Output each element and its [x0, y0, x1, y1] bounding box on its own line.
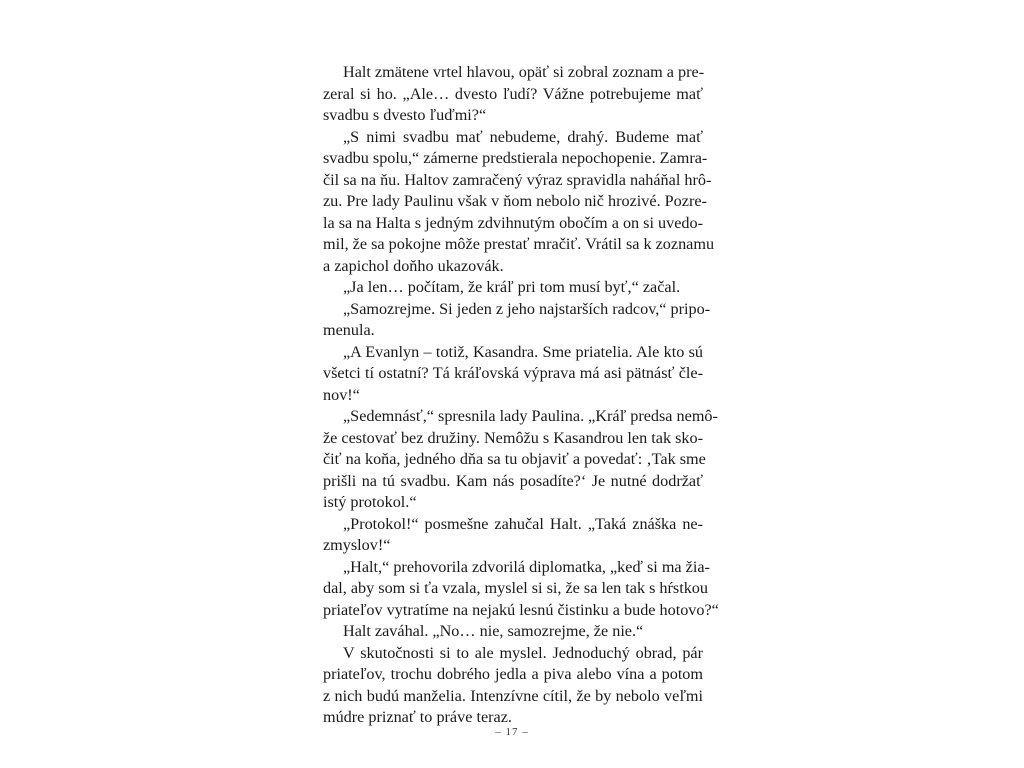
- text-line: priateľov, trochu dobrého jedla a piva alebo vína a potom: [323, 665, 703, 683]
- text-line: zmyslov!“: [323, 536, 391, 554]
- text-line: že cestovať bez družiny. Nemôžu s Kasandrou len tak sko-: [323, 428, 703, 447]
- text-line: „A Evanlyn – totiž, Kasandra. Sme priatelia. Ale kto sú: [343, 342, 703, 361]
- text-line: čiť na koňa, jedného dňa sa tu objaviť a povedať: ‚Tak sme: [323, 450, 706, 468]
- text-line: menula.: [323, 321, 375, 339]
- text-line: „S nimi svadbu mať nebudeme, drahý. Budeme mať: [343, 127, 703, 146]
- text-line: múdre priznať to práve teraz.: [323, 708, 512, 726]
- text-line: všetci tí ostatní? Tá kráľovská výprava má asi pätnásť čle-: [323, 364, 703, 382]
- text-line: čil sa na ňu. Haltov zamračený výraz spravidla naháňal hrô-: [323, 170, 712, 189]
- text-line: „Sedemnásť,“ spresnila lady Paulina. „Kráľ predsa nemô-: [343, 407, 718, 425]
- text-line: Halt zaváhal. „No… nie, samozrejme, že nie.“: [343, 622, 644, 640]
- text-line: istý protokol.“: [323, 493, 417, 511]
- text-line: la sa na Halta s jedným zdvihnutým obočím a on si uvedo-: [323, 213, 703, 232]
- text-line: „Protokol!“ posmešne zahučal Halt. „Taká znáška ne-: [343, 514, 703, 533]
- page-number: – 17 –: [495, 726, 529, 738]
- text-line: Halt zmätene vrtel hlavou, opäť si zobral zoznam a pre-: [343, 63, 705, 81]
- text-line: „Ja len… počítam, že kráľ pri tom musí byť,“ začal.: [343, 278, 681, 296]
- text-line: „Samozrejme. Si jeden z jeho najstarších radcov,“ pripo-: [343, 299, 711, 318]
- text-line: nov!“: [323, 385, 360, 404]
- text-line: zu. Pre lady Paulinu však v ňom nebolo nič hrozivé. Pozre-: [323, 192, 707, 210]
- body-text: [323, 62, 719, 729]
- text-line: z nich budú manželia. Intenzívne cítil, že by nebolo veľmi: [323, 686, 703, 705]
- text-line: svadbu spolu,“ zámerne predstierala nepochopenie. Zamra-: [323, 149, 708, 167]
- text-line: V skutočnosti si to ale myslel. Jednoduchý obrad, pár: [343, 643, 703, 662]
- text-line: priateľov vytratíme na nejakú lesnú čistinku a bude hotovo?“: [323, 600, 719, 619]
- text-line: prišli na tú svadbu. Kam nás posadíte?‘ Je nutné dodržať: [323, 471, 703, 490]
- text-line: dal, aby som si ťa vzala, myslel si si, že sa len tak s hŕstkou: [323, 579, 708, 597]
- text-line: mil, že sa pokojne môže prestať mračiť. Vrátil sa k zoznamu: [323, 235, 715, 253]
- text-line: zeral si ho. „Ale… dvesto ľudí? Vážne potrebujeme mať: [323, 84, 703, 103]
- text-line: „Halt,“ prehovorila zdvorilá diplomatka, „keď si ma žia-: [343, 557, 710, 576]
- text-line: svadbu s dvesto ľuďmi?“: [323, 106, 487, 124]
- text-line: a zapichol doňho ukazovák.: [323, 256, 504, 275]
